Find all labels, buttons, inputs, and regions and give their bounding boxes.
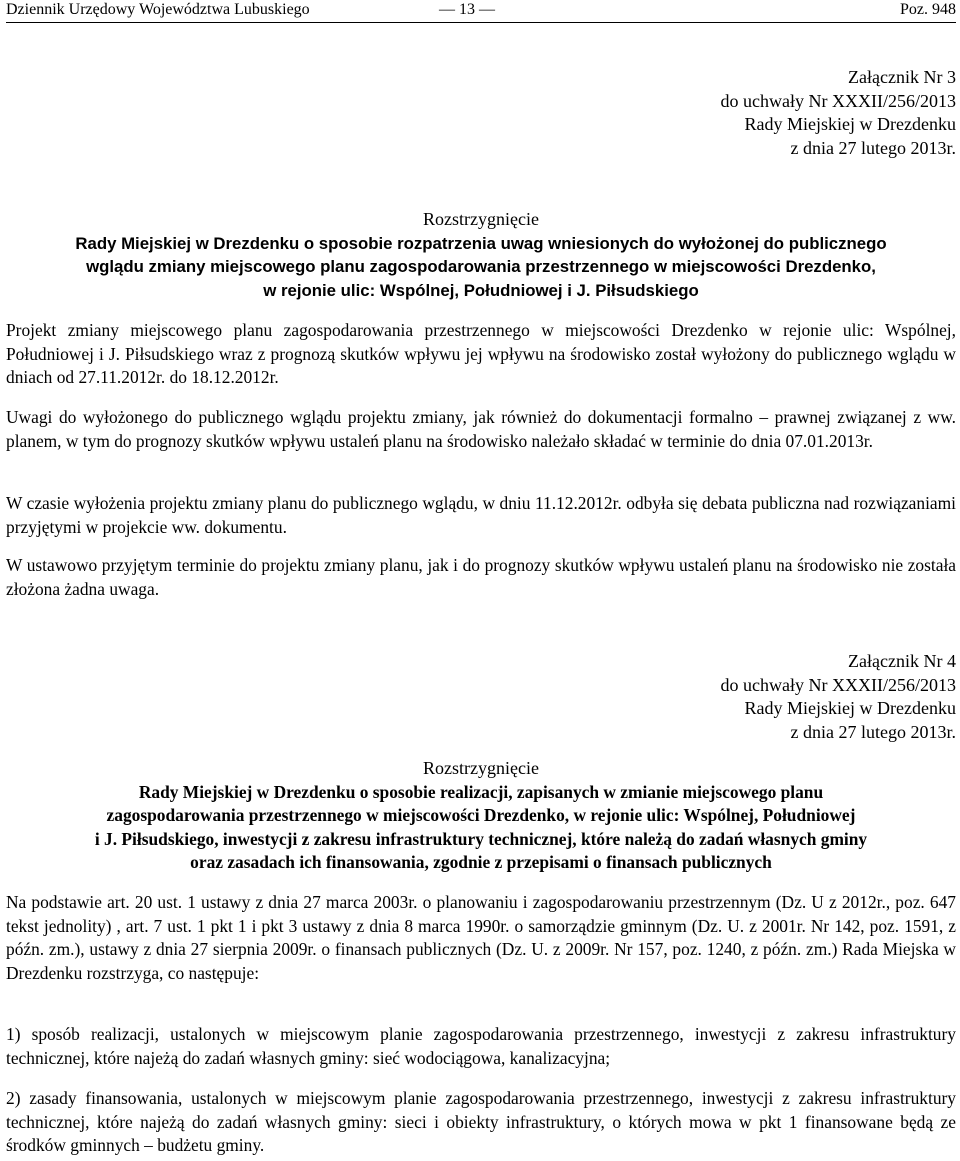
position-number: Poz. 948	[900, 1, 956, 18]
annex3-paragraph: Projekt zmiany miejscowego planu zagospodarowania przestrzennego w miejscowości Drezdenko w rejonie ulic: Wspólnej, Południowej i J. Piłsudskiego wraz z prognozą skutków wpływu jej wpływu na środowisko został wyłożony do publicznego wglądu w dniach od 27.11.2012r. do 18.12.2012r.	[6, 320, 956, 387]
annex3-heading	[456, 66, 956, 160]
annex4-paragraph: Na podstawie art. 20 ust. 1 ustawy z dnia 27 marca 2003r. o planowaniu i zagospodarowaniu przestrzennym (Dz. U z 2012r., poz. 647 tekst jednolity) , art. 7 ust. 1 pkt 1 i pkt 3 ustawy z dnia 8 marca 1990r. o samorządzie gminnym (Dz. U. z 2001r. Nr 142, poz. 1591, z późn. zm.), ustawy z dnia 27 sierpnia 2009r. o finansach publicznych (Dz. U. z 2009r. Nr 157, poz. 1240, z późn. zm.) Rada Miejska w Drezdenku rozstrzyga, co następuje:	[6, 892, 956, 983]
annex4-ruling-line: zagospodarowania przestrzennego w miejscowości Drezdenko, w rejonie ulic: Wspólnej, Południowej	[106, 805, 856, 825]
annex3-ruling-line: Rady Miejskiej w Drezdenku o sposobie rozpatrzenia uwag wniesionych do wyłożonej do publicznego	[75, 233, 887, 253]
annex4-ruling	[6, 757, 956, 875]
annex4-ruling-line: Rady Miejskiej w Drezdenku o sposobie realizacji, zapisanych w zmianie miejscowego planu	[138, 781, 824, 802]
annex3-ruling-line: w rejonie ulic: Wspólnej, Południowej i J. Piłsudskiego	[263, 280, 699, 300]
annex4-resolution: do uchwały Nr XXXII/256/2013	[720, 674, 956, 695]
annex4-ruling-line: oraz zasadach ich finansowania, zgodnie z przepisami o finansach publicznych	[190, 852, 772, 872]
journal-title: Dziennik Urzędowy Województwa Lubuskiego	[6, 1, 310, 18]
annex3-ruling-title: Rozstrzygnięcie	[423, 209, 539, 229]
annex4-number: Załącznik Nr 4	[848, 651, 956, 671]
annex4-ruling-line: i J. Piłsudskiego, inwestycji z zakresu infrastruktury technicznej, które należą do zadań własnych gminy	[94, 828, 868, 849]
annex3-ruling-line: wglądu zmiany miejscowego planu zagospodarowania przestrzennego w miejscowości Drezdenko,	[86, 257, 876, 276]
annex3-ruling	[6, 208, 956, 302]
annex4-item: 2) zasady finansowania, ustalonych w miejscowym planie zagospodarowania przestrzennego, inwestycji z zakresu infrastruktury technicznej, które najeżą do zadań własnych gminy: sieci i obiekty infrastruktury, o których mowa w pkt 1 finansowane będą ze środków gminnych – budżetu gminy.	[6, 1088, 956, 1155]
page-header	[6, 0, 956, 23]
annex3-council: Rady Miejskiej w Drezdenku	[744, 114, 956, 134]
document-page	[6, 0, 956, 1161]
annex4-heading	[456, 650, 956, 744]
annex3-paragraph: Uwagi do wyłożonego do publicznego wglądu projektu zmiany, jak również do dokumentacji formalno – prawnej związanej z ww. planem, w tym do prognozy skutków wpływu ustaleń planu na środowisko należało składać w terminie do dnia 07.01.2013r.	[6, 407, 956, 451]
annex3-date: z dnia 27 lutego 2013r.	[790, 137, 956, 158]
annex4-ruling-title: Rozstrzygnięcie	[423, 758, 539, 778]
annex3-resolution: do uchwały Nr XXXII/256/2013	[720, 90, 956, 111]
annex4-council: Rady Miejskiej w Drezdenku	[744, 698, 956, 718]
annex3-paragraph: W ustawowo przyjętym terminie do projektu zmiany planu, jak i do prognozy skutków wpływu ustaleń planu na środowisko nie została złożona żadna uwaga.	[6, 555, 956, 599]
annex3-number: Załącznik Nr 3	[848, 67, 956, 87]
page-number: — 13 —	[439, 1, 495, 18]
annex4-date: z dnia 27 lutego 2013r.	[790, 721, 956, 742]
annex3-paragraph: W czasie wyłożenia projektu zmiany planu do publicznego wglądu, w dniu 11.12.2012r. odbyła się debata publiczna nad rozwiązaniami przyjętymi w projekcie ww. dokumentu.	[6, 493, 956, 537]
annex4-item: 1) sposób realizacji, ustalonych w miejscowym planie zagospodarowania przestrzennego, inwestycji z zakresu infrastruktury technicznej, które najeżą do zadań własnych gminy: sieć wodociągowa, kanalizacyjna;	[6, 1024, 956, 1068]
